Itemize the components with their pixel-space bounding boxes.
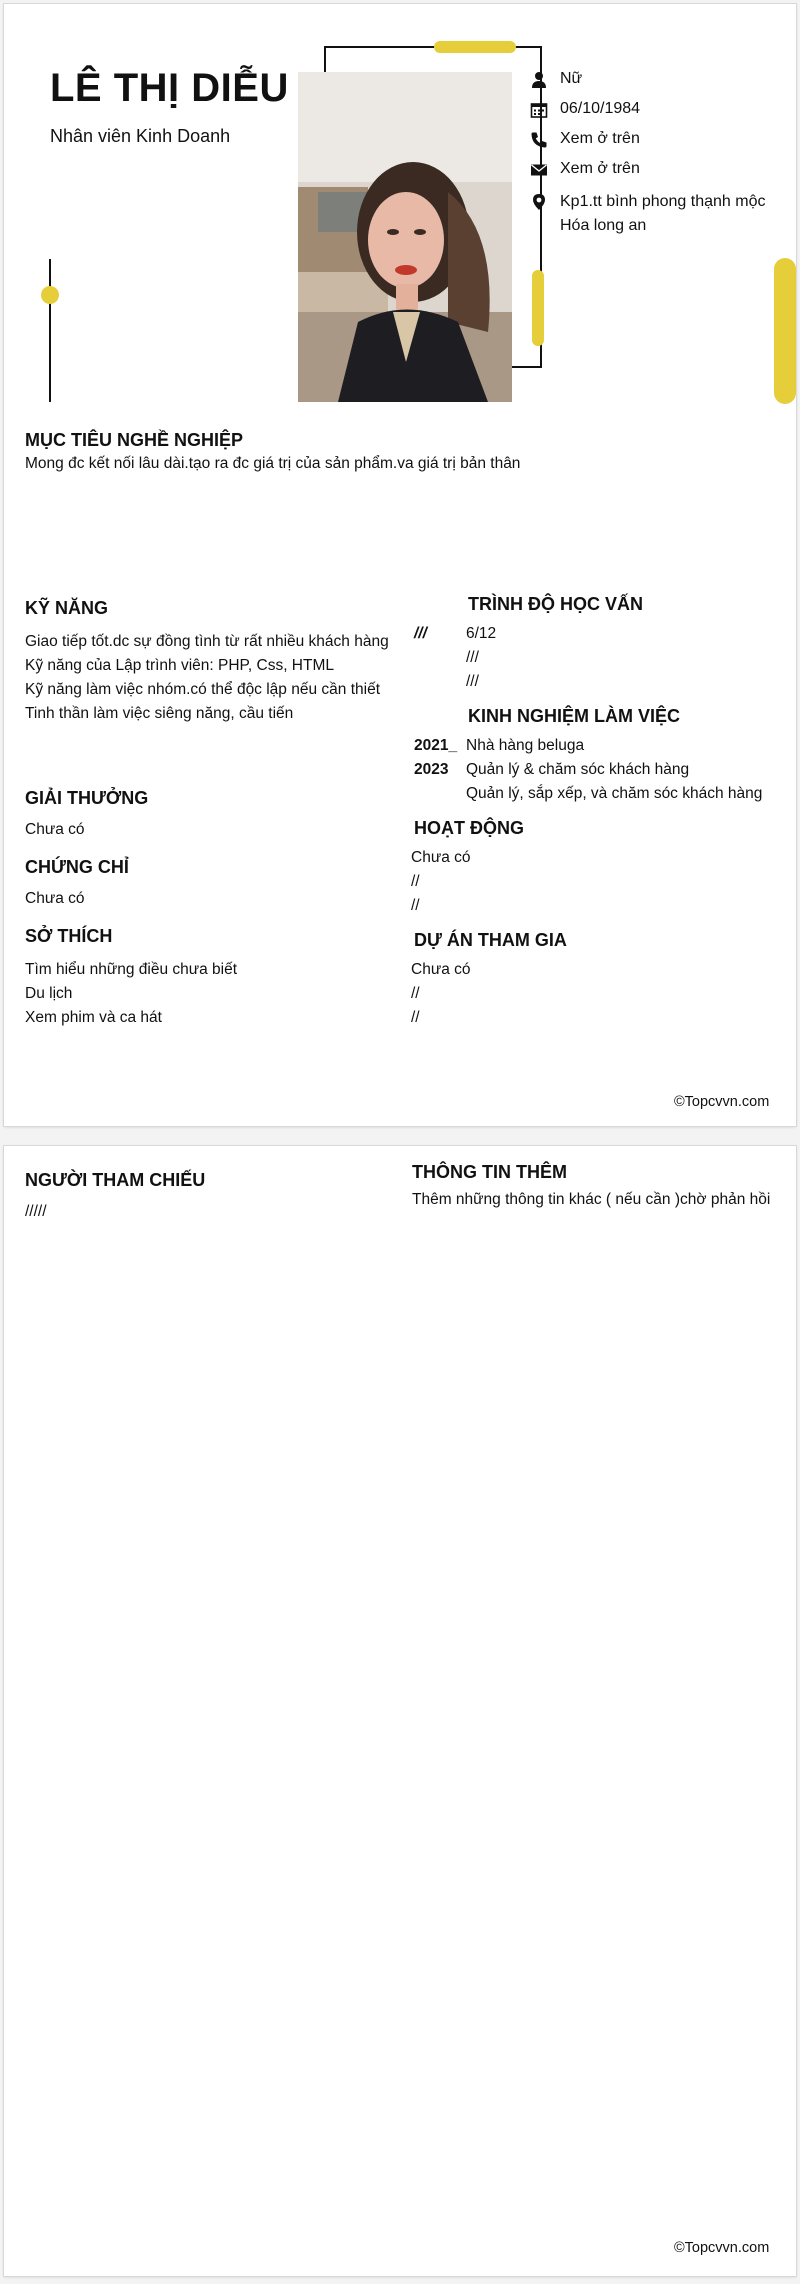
hobby-item: Du lịch	[25, 985, 73, 1002]
hobbies-heading: SỞ THÍCH	[25, 926, 113, 946]
phone-icon	[530, 131, 548, 149]
activities-list	[411, 846, 471, 918]
education-line: ///	[466, 649, 479, 666]
experience-company: Nhà hàng beluga	[466, 737, 585, 754]
project-line: Chưa có	[411, 961, 471, 978]
skills-heading: KỸ NĂNG	[25, 598, 109, 618]
gender-value: Nữ	[560, 70, 583, 87]
awards-heading: GIẢI THƯỞNG	[25, 788, 149, 808]
activity-line: //	[411, 897, 420, 914]
education-heading: TRÌNH ĐỘ HỌC VẤN	[468, 594, 643, 614]
education-details	[466, 622, 496, 694]
footer-brand-page2: ©Topcvvn.com	[674, 2240, 770, 2256]
awards-text: Chưa có	[25, 821, 85, 838]
experience-details	[466, 734, 762, 806]
projects-list	[411, 958, 471, 1030]
activity-line: Chưa có	[411, 849, 471, 866]
profile-photo	[298, 72, 512, 402]
experience-description: Quản lý, sắp xếp, và chăm sóc khách hàng	[466, 785, 763, 802]
references-heading: NGƯỜI THAM CHIẾU	[25, 1170, 206, 1190]
activities-heading: HOẠT ĐỘNG	[414, 818, 524, 838]
experience-heading: KINH NGHIỆM LÀM VIỆC	[468, 706, 681, 726]
email-value: Xem ở trên	[560, 160, 640, 177]
education-year: ///	[414, 625, 427, 642]
contact-birthday	[530, 100, 640, 119]
skill-item: Kỹ năng làm việc nhóm.có thể độc lập nếu cần thiết	[25, 681, 380, 698]
objective-text: Mong đc kết nối lâu dài.tạo ra đc giá trị của sản phẩm.va giá trị bản thân	[25, 455, 521, 472]
experience-year-from: 2021_	[414, 737, 458, 754]
additional-info-text: Thêm những thông tin khác ( nếu cần )chờ phản hồi	[412, 1191, 771, 1208]
location-icon	[530, 193, 548, 211]
mail-icon	[530, 161, 548, 179]
contact-phone	[530, 130, 640, 149]
experience-years	[414, 734, 457, 782]
accent-bar-top	[434, 41, 516, 53]
hobby-item: Xem phim và ca hát	[25, 1009, 162, 1026]
calendar-icon	[530, 101, 548, 119]
hobby-item: Tìm hiểu những điều chưa biết	[25, 961, 238, 978]
experience-position: Quản lý & chăm sóc khách hàng	[466, 761, 690, 778]
education-line: 6/12	[466, 625, 497, 642]
references-text: /////	[25, 1203, 47, 1220]
decorative-dot	[41, 286, 59, 304]
contact-gender	[530, 70, 582, 89]
address-line-1: Kp1.tt bình phong thạnh mộc	[560, 193, 766, 210]
projects-heading: DỰ ÁN THAM GIA	[414, 930, 567, 950]
decorative-line	[49, 259, 51, 402]
project-line: //	[411, 985, 420, 1002]
experience-year-to: 2023	[414, 761, 449, 778]
certificates-text: Chưa có	[25, 890, 85, 907]
person-icon	[530, 71, 548, 89]
skills-list	[25, 630, 389, 726]
contact-email	[530, 160, 640, 179]
hobbies-list	[25, 958, 237, 1030]
skill-item: Kỹ năng của Lập trình viên: PHP, Css, HTML	[25, 657, 335, 674]
additional-info-heading: THÔNG TIN THÊM	[412, 1162, 567, 1182]
candidate-name: LÊ THỊ DIỄU	[50, 66, 289, 110]
project-line: //	[411, 1009, 420, 1026]
footer-brand: ©Topcvvn.com	[674, 1094, 770, 1110]
cv-page-2	[4, 1146, 796, 2276]
skill-item: Tinh thần làm việc siêng năng, cầu tiến	[25, 705, 294, 722]
job-title: Nhân viên Kinh Doanh	[50, 126, 231, 146]
photo-frame-left	[324, 46, 326, 74]
address-line-2: Hóa long an	[560, 217, 647, 234]
activity-line: //	[411, 873, 420, 890]
accent-bar-side	[532, 270, 544, 346]
phone-value: Xem ở trên	[560, 130, 640, 147]
skill-item: Giao tiếp tốt.dc sự đồng tình từ rất nhiều khách hàng	[25, 633, 389, 650]
objective-heading: MỤC TIÊU NGHỀ NGHIỆP	[25, 430, 244, 450]
contact-address	[530, 190, 765, 238]
birthday-value: 06/10/1984	[560, 100, 641, 117]
cv-page-1	[4, 4, 796, 1126]
accent-bar-edge	[774, 258, 796, 404]
certificates-heading: CHỨNG CHỈ	[25, 857, 129, 877]
education-line: ///	[466, 673, 479, 690]
